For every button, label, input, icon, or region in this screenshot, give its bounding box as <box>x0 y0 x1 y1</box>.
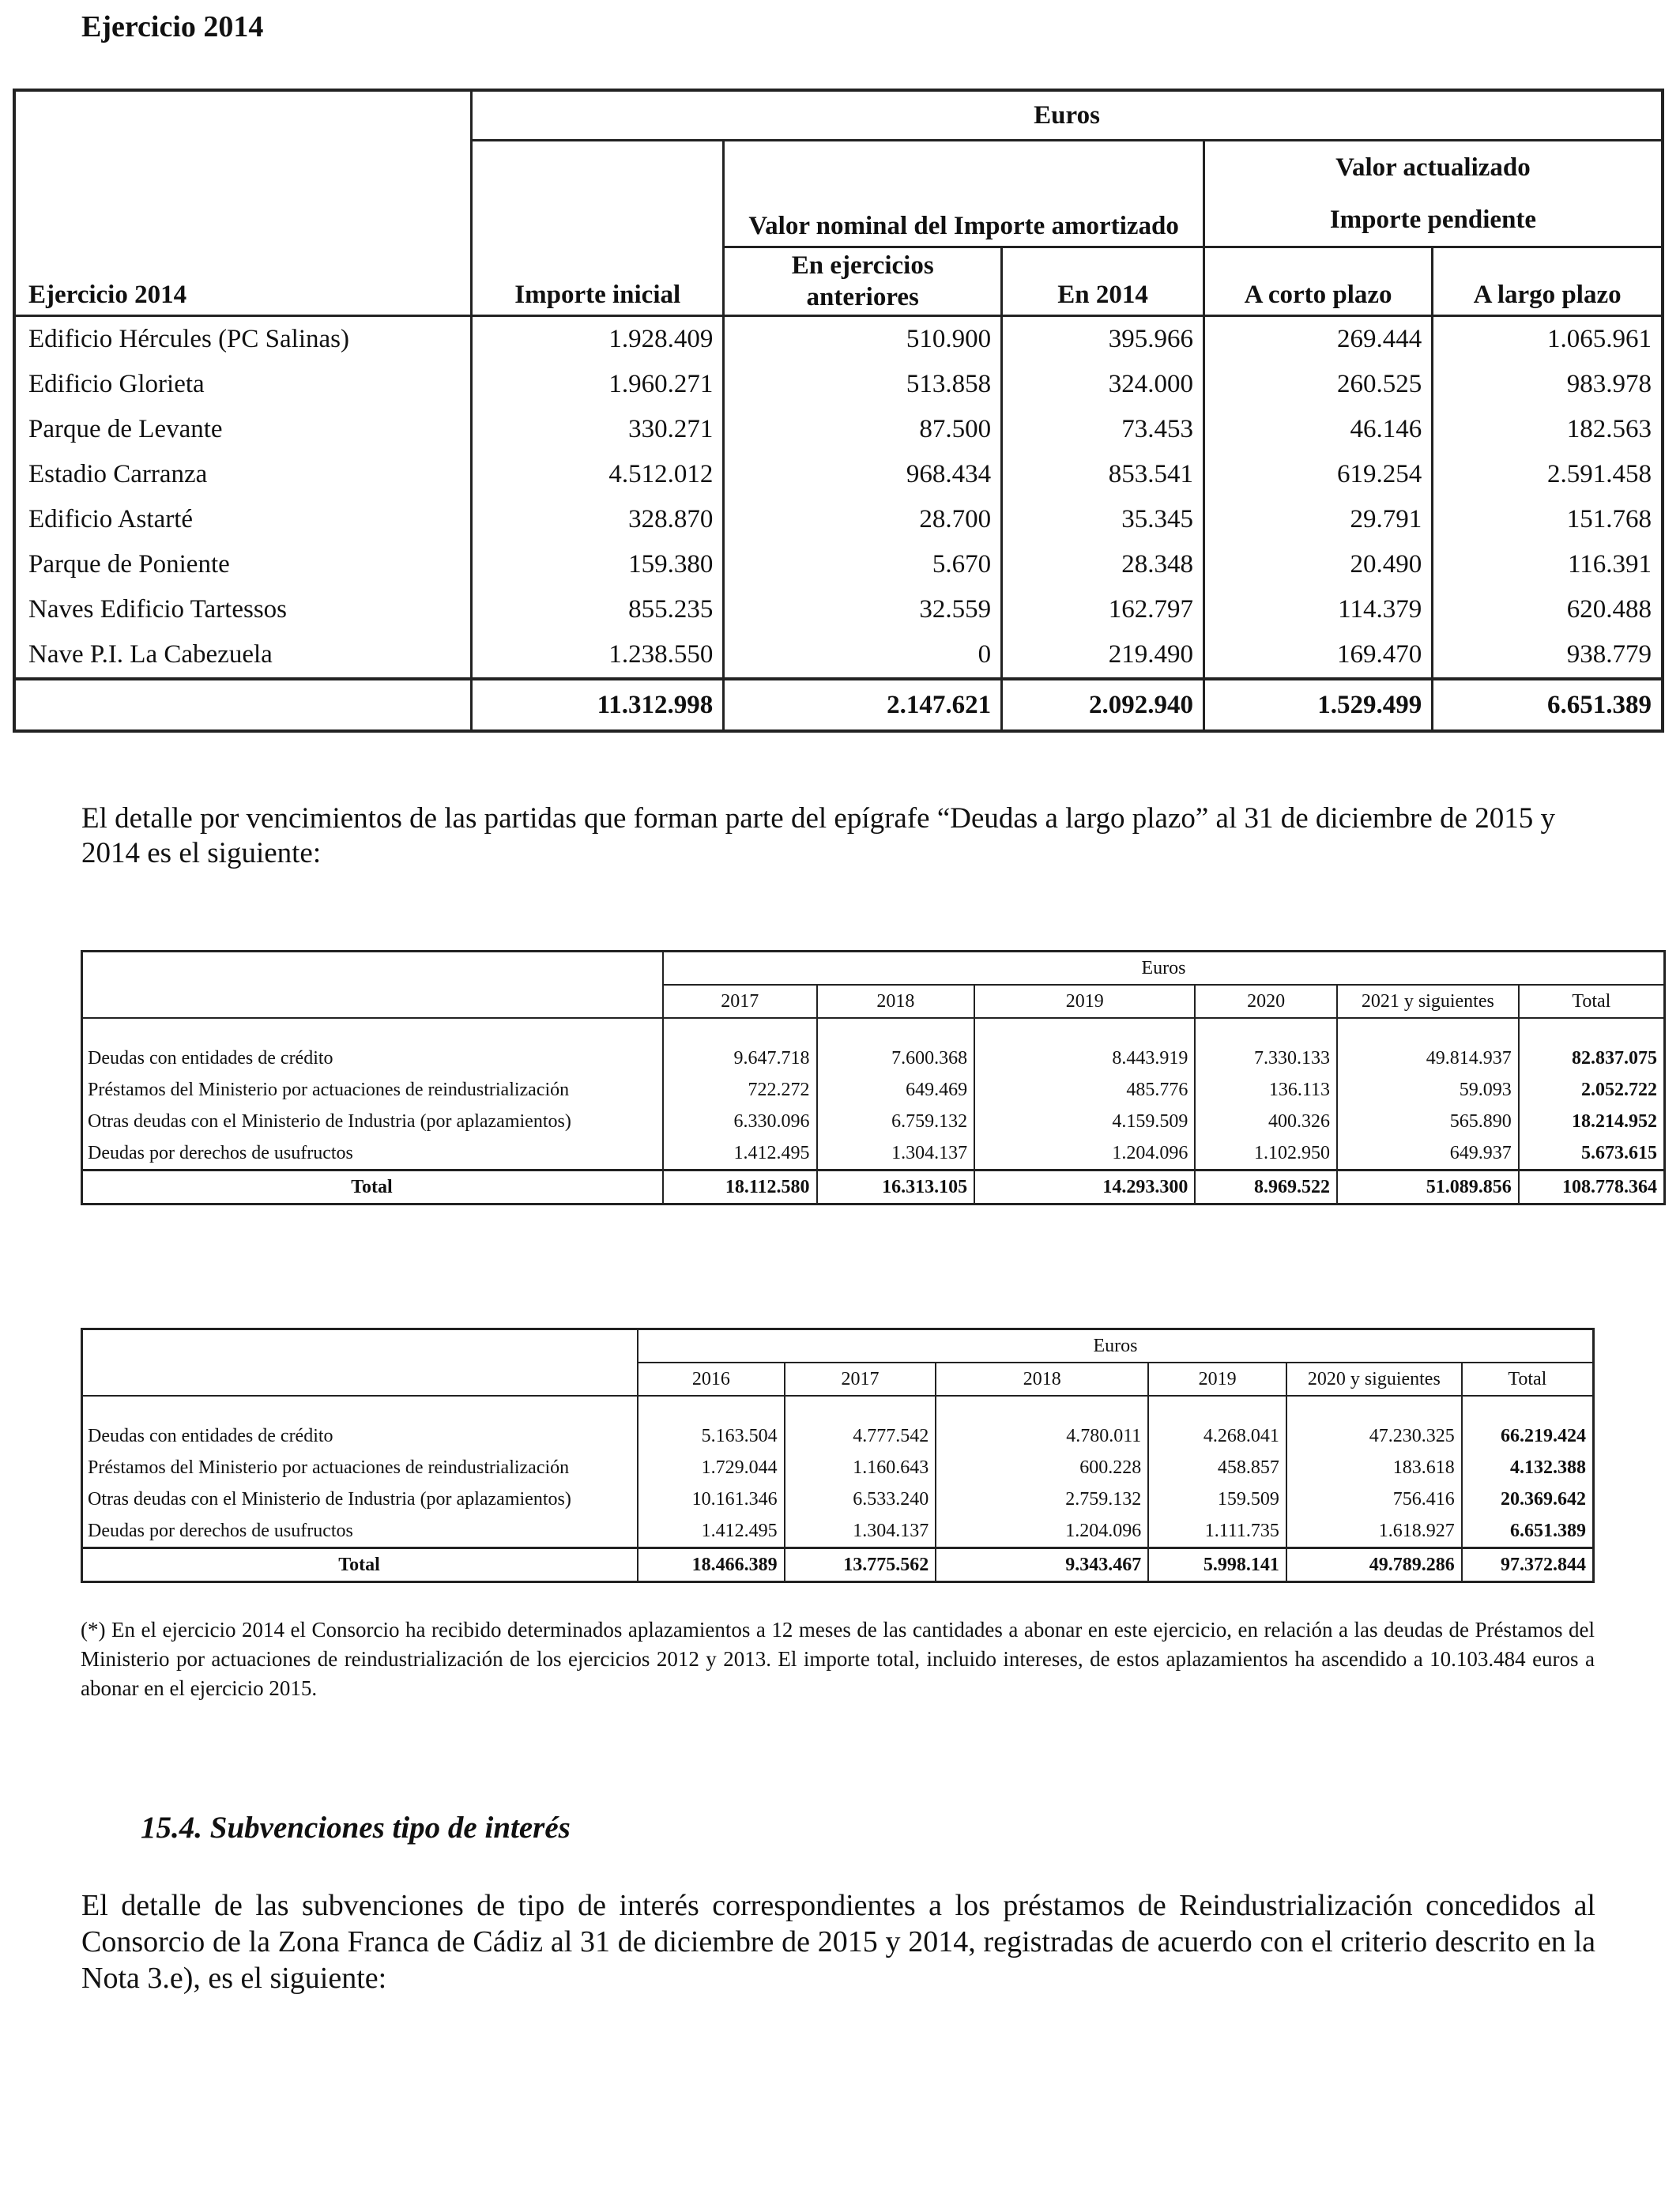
header-valor-actualizado: Valor actualizado <box>1203 141 1663 194</box>
paragraph-vencimientos: El detalle por vencimientos de las partidas que forman parte del epígrafe “Deudas a largo plazo” al 31 de diciembre de 2015 y 2014 es el siguiente: <box>81 802 1556 869</box>
value-cell: 1.960.271 <box>472 362 724 407</box>
row-label: Deudas por derechos de usufructos <box>88 1520 353 1541</box>
value-cell: 8.443.919 <box>974 1042 1195 1074</box>
value-cell: 510.900 <box>724 316 1002 363</box>
year-header: 2018 <box>817 985 975 1018</box>
total-cell: 108.778.364 <box>1519 1171 1665 1204</box>
total-cell: 16.313.105 <box>817 1171 975 1204</box>
value-cell: 269.444 <box>1203 316 1432 363</box>
total-label: Total <box>82 1548 638 1582</box>
value-cell: 159.380 <box>472 542 724 587</box>
value-cell: 968.434 <box>724 452 1002 497</box>
total-cell: 51.089.856 <box>1337 1171 1519 1204</box>
row-label: Deudas con entidades de crédito <box>88 1047 333 1069</box>
value-cell: 722.272 <box>663 1074 817 1106</box>
value-cell: 47.230.325 <box>1286 1420 1462 1452</box>
header-ejercicio: Ejercicio 2014 <box>14 90 472 316</box>
table-row <box>14 497 1663 542</box>
value-cell: 855.235 <box>472 587 724 632</box>
table-row <box>82 1074 1665 1106</box>
year-header: Total <box>1462 1363 1594 1396</box>
value-cell: 1.304.137 <box>817 1137 975 1171</box>
header-euros: Euros <box>663 952 1665 986</box>
value-cell: 10.161.346 <box>638 1483 785 1515</box>
value-cell: 649.469 <box>817 1074 975 1106</box>
total-cell: 18.112.580 <box>663 1171 817 1204</box>
value-cell: 20.369.642 <box>1462 1483 1594 1515</box>
value-cell: 183.618 <box>1286 1452 1462 1483</box>
row-label: Préstamos del Ministerio por actuaciones de reindustrialización <box>88 1457 570 1478</box>
row-label: Naves Edificio Tartessos <box>28 595 288 624</box>
year-header: 2021 y siguientes <box>1337 985 1519 1018</box>
value-cell: 2.052.722 <box>1519 1074 1665 1106</box>
table-row <box>82 1106 1665 1137</box>
value-cell: 620.488 <box>1433 587 1663 632</box>
total-cell: 6.651.389 <box>1433 679 1663 731</box>
total-cell: 2.147.621 <box>724 679 1002 731</box>
total-label: Total <box>82 1171 663 1204</box>
value-cell: 2.591.458 <box>1433 452 1663 497</box>
value-cell: 1.729.044 <box>638 1452 785 1483</box>
table-row <box>14 587 1663 632</box>
table-row <box>14 316 1663 363</box>
total-cell: 13.775.562 <box>785 1548 936 1582</box>
amortization-table-2014 <box>13 89 1664 733</box>
year-header: 2019 <box>1148 1363 1286 1396</box>
row-label: Parque de Levante <box>28 415 223 443</box>
year-header: 2017 <box>663 985 817 1018</box>
value-cell: 324.000 <box>1002 362 1204 407</box>
value-cell: 82.837.075 <box>1519 1042 1665 1074</box>
value-cell: 6.759.132 <box>817 1106 975 1137</box>
header-importe-inicial: Importe inicial <box>472 141 724 316</box>
value-cell: 28.700 <box>724 497 1002 542</box>
header-valor-nominal: Valor nominal del Importe amortizado <box>724 141 1204 247</box>
value-cell: 4.780.011 <box>936 1420 1148 1452</box>
value-cell: 6.533.240 <box>785 1483 936 1515</box>
value-cell: 4.777.542 <box>785 1420 936 1452</box>
table-row <box>82 1137 1665 1171</box>
value-cell: 116.391 <box>1433 542 1663 587</box>
total-cell: 11.312.998 <box>472 679 724 731</box>
value-cell: 1.160.643 <box>785 1452 936 1483</box>
header-corto-plazo: A corto plazo <box>1203 247 1432 316</box>
value-cell: 260.525 <box>1203 362 1432 407</box>
value-cell: 73.453 <box>1002 407 1204 452</box>
year-header: 2016 <box>638 1363 785 1396</box>
value-cell: 513.858 <box>724 362 1002 407</box>
value-cell: 756.416 <box>1286 1483 1462 1515</box>
total-cell: 9.343.467 <box>936 1548 1148 1582</box>
value-cell: 159.509 <box>1148 1483 1286 1515</box>
header-euros: Euros <box>638 1329 1593 1363</box>
header-anteriores: En ejercicios anteriores <box>724 247 1002 316</box>
row-label: Préstamos del Ministerio por actuaciones de reindustrialización <box>88 1079 570 1100</box>
table-row <box>82 1515 1594 1548</box>
value-cell: 6.330.096 <box>663 1106 817 1137</box>
value-cell: 32.559 <box>724 587 1002 632</box>
value-cell: 5.163.504 <box>638 1420 785 1452</box>
value-cell: 395.966 <box>1002 316 1204 363</box>
value-cell: 136.113 <box>1195 1074 1337 1106</box>
value-cell: 28.348 <box>1002 542 1204 587</box>
value-cell: 649.937 <box>1337 1137 1519 1171</box>
row-label: Edificio Astarté <box>28 505 194 533</box>
row-label: Nave P.I. La Cabezuela <box>28 640 273 669</box>
value-cell: 485.776 <box>974 1074 1195 1106</box>
section-title: 15.4. Subvenciones tipo de interés <box>141 1811 571 1845</box>
year-header: 2019 <box>974 985 1195 1018</box>
header-en-2014: En 2014 <box>1002 247 1204 316</box>
page-heading: Ejercicio 2014 <box>81 10 264 43</box>
value-cell: 4.268.041 <box>1148 1420 1286 1452</box>
value-cell: 600.228 <box>936 1452 1148 1483</box>
total-cell: 14.293.300 <box>974 1171 1195 1204</box>
value-cell: 35.345 <box>1002 497 1204 542</box>
value-cell: 1.928.409 <box>472 316 724 363</box>
value-cell: 1.204.096 <box>936 1515 1148 1548</box>
year-header: 2018 <box>936 1363 1148 1396</box>
table-row <box>82 1042 1665 1074</box>
header-largo-plazo: A largo plazo <box>1433 247 1663 316</box>
value-cell: 5.670 <box>724 542 1002 587</box>
maturity-table-2015 <box>81 950 1666 1205</box>
value-cell: 983.978 <box>1433 362 1663 407</box>
value-cell: 458.857 <box>1148 1452 1286 1483</box>
value-cell: 9.647.718 <box>663 1042 817 1074</box>
value-cell: 1.111.735 <box>1148 1515 1286 1548</box>
total-cell: 18.466.389 <box>638 1548 785 1582</box>
value-cell: 4.512.012 <box>472 452 724 497</box>
value-cell: 6.651.389 <box>1462 1515 1594 1548</box>
value-cell: 938.779 <box>1433 632 1663 679</box>
year-header: 2017 <box>785 1363 936 1396</box>
table-row <box>14 362 1663 407</box>
footnote: (*) En el ejercicio 2014 el Consorcio ha recibido determinados aplazamientos a 12 meses de las cantidades a abonar en este ejercicio, en relación a las deudas de Préstamos del Ministerio por actuaciones de reindustrialización de los ejercicios 2012 y 2013. El importe total, incluido intereses, de estos aplazamientos ha ascendido a 10.103.484 euros a abonar en el ejercicio 2015. <box>81 1618 1595 1700</box>
total-cell: 5.998.141 <box>1148 1548 1286 1582</box>
row-label: Otras deudas con el Ministerio de Industria (por aplazamientos) <box>88 1488 571 1510</box>
value-cell: 87.500 <box>724 407 1002 452</box>
row-label: Estadio Carranza <box>28 460 208 488</box>
value-cell: 7.330.133 <box>1195 1042 1337 1074</box>
value-cell: 2.759.132 <box>936 1483 1148 1515</box>
value-cell: 114.379 <box>1203 587 1432 632</box>
value-cell: 1.412.495 <box>638 1515 785 1548</box>
value-cell: 151.768 <box>1433 497 1663 542</box>
total-cell: 8.969.522 <box>1195 1171 1337 1204</box>
total-cell: 97.372.844 <box>1462 1548 1594 1582</box>
value-cell: 619.254 <box>1203 452 1432 497</box>
paragraph-subvenciones: El detalle de las subvenciones de tipo de interés correspondientes a los préstamos de Reindustrialización concedidos al Consorcio de la Zona Franca de Cádiz al 31 de diciembre de 2015 y 2014, registradas de acuerdo con el criterio descrito en la Nota 3.e), es el siguiente: <box>81 1889 1595 1995</box>
row-label: Deudas con entidades de crédito <box>88 1425 333 1446</box>
total-cell: 49.789.286 <box>1286 1548 1462 1582</box>
year-header: 2020 y siguientes <box>1286 1363 1462 1396</box>
value-cell: 1.238.550 <box>472 632 724 679</box>
table-row <box>14 407 1663 452</box>
table-row <box>82 1483 1594 1515</box>
value-cell: 1.618.927 <box>1286 1515 1462 1548</box>
value-cell: 1.304.137 <box>785 1515 936 1548</box>
value-cell: 219.490 <box>1002 632 1204 679</box>
value-cell: 328.870 <box>472 497 724 542</box>
value-cell: 29.791 <box>1203 497 1432 542</box>
year-header: Total <box>1519 985 1665 1018</box>
value-cell: 7.600.368 <box>817 1042 975 1074</box>
value-cell: 4.159.509 <box>974 1106 1195 1137</box>
value-cell: 5.673.615 <box>1519 1137 1665 1171</box>
header-importe-pendiente: Importe pendiente <box>1203 194 1663 247</box>
total-row <box>82 1171 1665 1204</box>
value-cell: 0 <box>724 632 1002 679</box>
table-row <box>82 1452 1594 1483</box>
value-cell: 4.132.388 <box>1462 1452 1594 1483</box>
row-label: Deudas por derechos de usufructos <box>88 1142 353 1163</box>
total-cell: 1.529.499 <box>1203 679 1432 731</box>
total-row <box>82 1548 1594 1582</box>
header-euros: Euros <box>472 90 1663 141</box>
value-cell: 1.204.096 <box>974 1137 1195 1171</box>
value-cell: 20.490 <box>1203 542 1432 587</box>
value-cell: 182.563 <box>1433 407 1663 452</box>
table-row <box>82 1420 1594 1452</box>
value-cell: 162.797 <box>1002 587 1204 632</box>
row-label: Edificio Hércules (PC Salinas) <box>28 325 349 353</box>
value-cell: 853.541 <box>1002 452 1204 497</box>
year-header: 2020 <box>1195 985 1337 1018</box>
total-row <box>14 679 1663 731</box>
maturity-table-2014 <box>81 1328 1595 1583</box>
value-cell: 59.093 <box>1337 1074 1519 1106</box>
value-cell: 1.102.950 <box>1195 1137 1337 1171</box>
value-cell: 49.814.937 <box>1337 1042 1519 1074</box>
value-cell: 46.146 <box>1203 407 1432 452</box>
table-row <box>14 632 1663 679</box>
value-cell: 18.214.952 <box>1519 1106 1665 1137</box>
value-cell: 565.890 <box>1337 1106 1519 1137</box>
value-cell: 169.470 <box>1203 632 1432 679</box>
row-label: Parque de Poniente <box>28 550 230 579</box>
value-cell: 400.326 <box>1195 1106 1337 1137</box>
value-cell: 330.271 <box>472 407 724 452</box>
table-row <box>14 542 1663 587</box>
table-row <box>14 452 1663 497</box>
row-label: Edificio Glorieta <box>28 370 205 398</box>
value-cell: 1.065.961 <box>1433 316 1663 363</box>
total-cell: 2.092.940 <box>1002 679 1204 731</box>
value-cell: 66.219.424 <box>1462 1420 1594 1452</box>
row-label: Otras deudas con el Ministerio de Industria (por aplazamientos) <box>88 1110 571 1132</box>
value-cell: 1.412.495 <box>663 1137 817 1171</box>
